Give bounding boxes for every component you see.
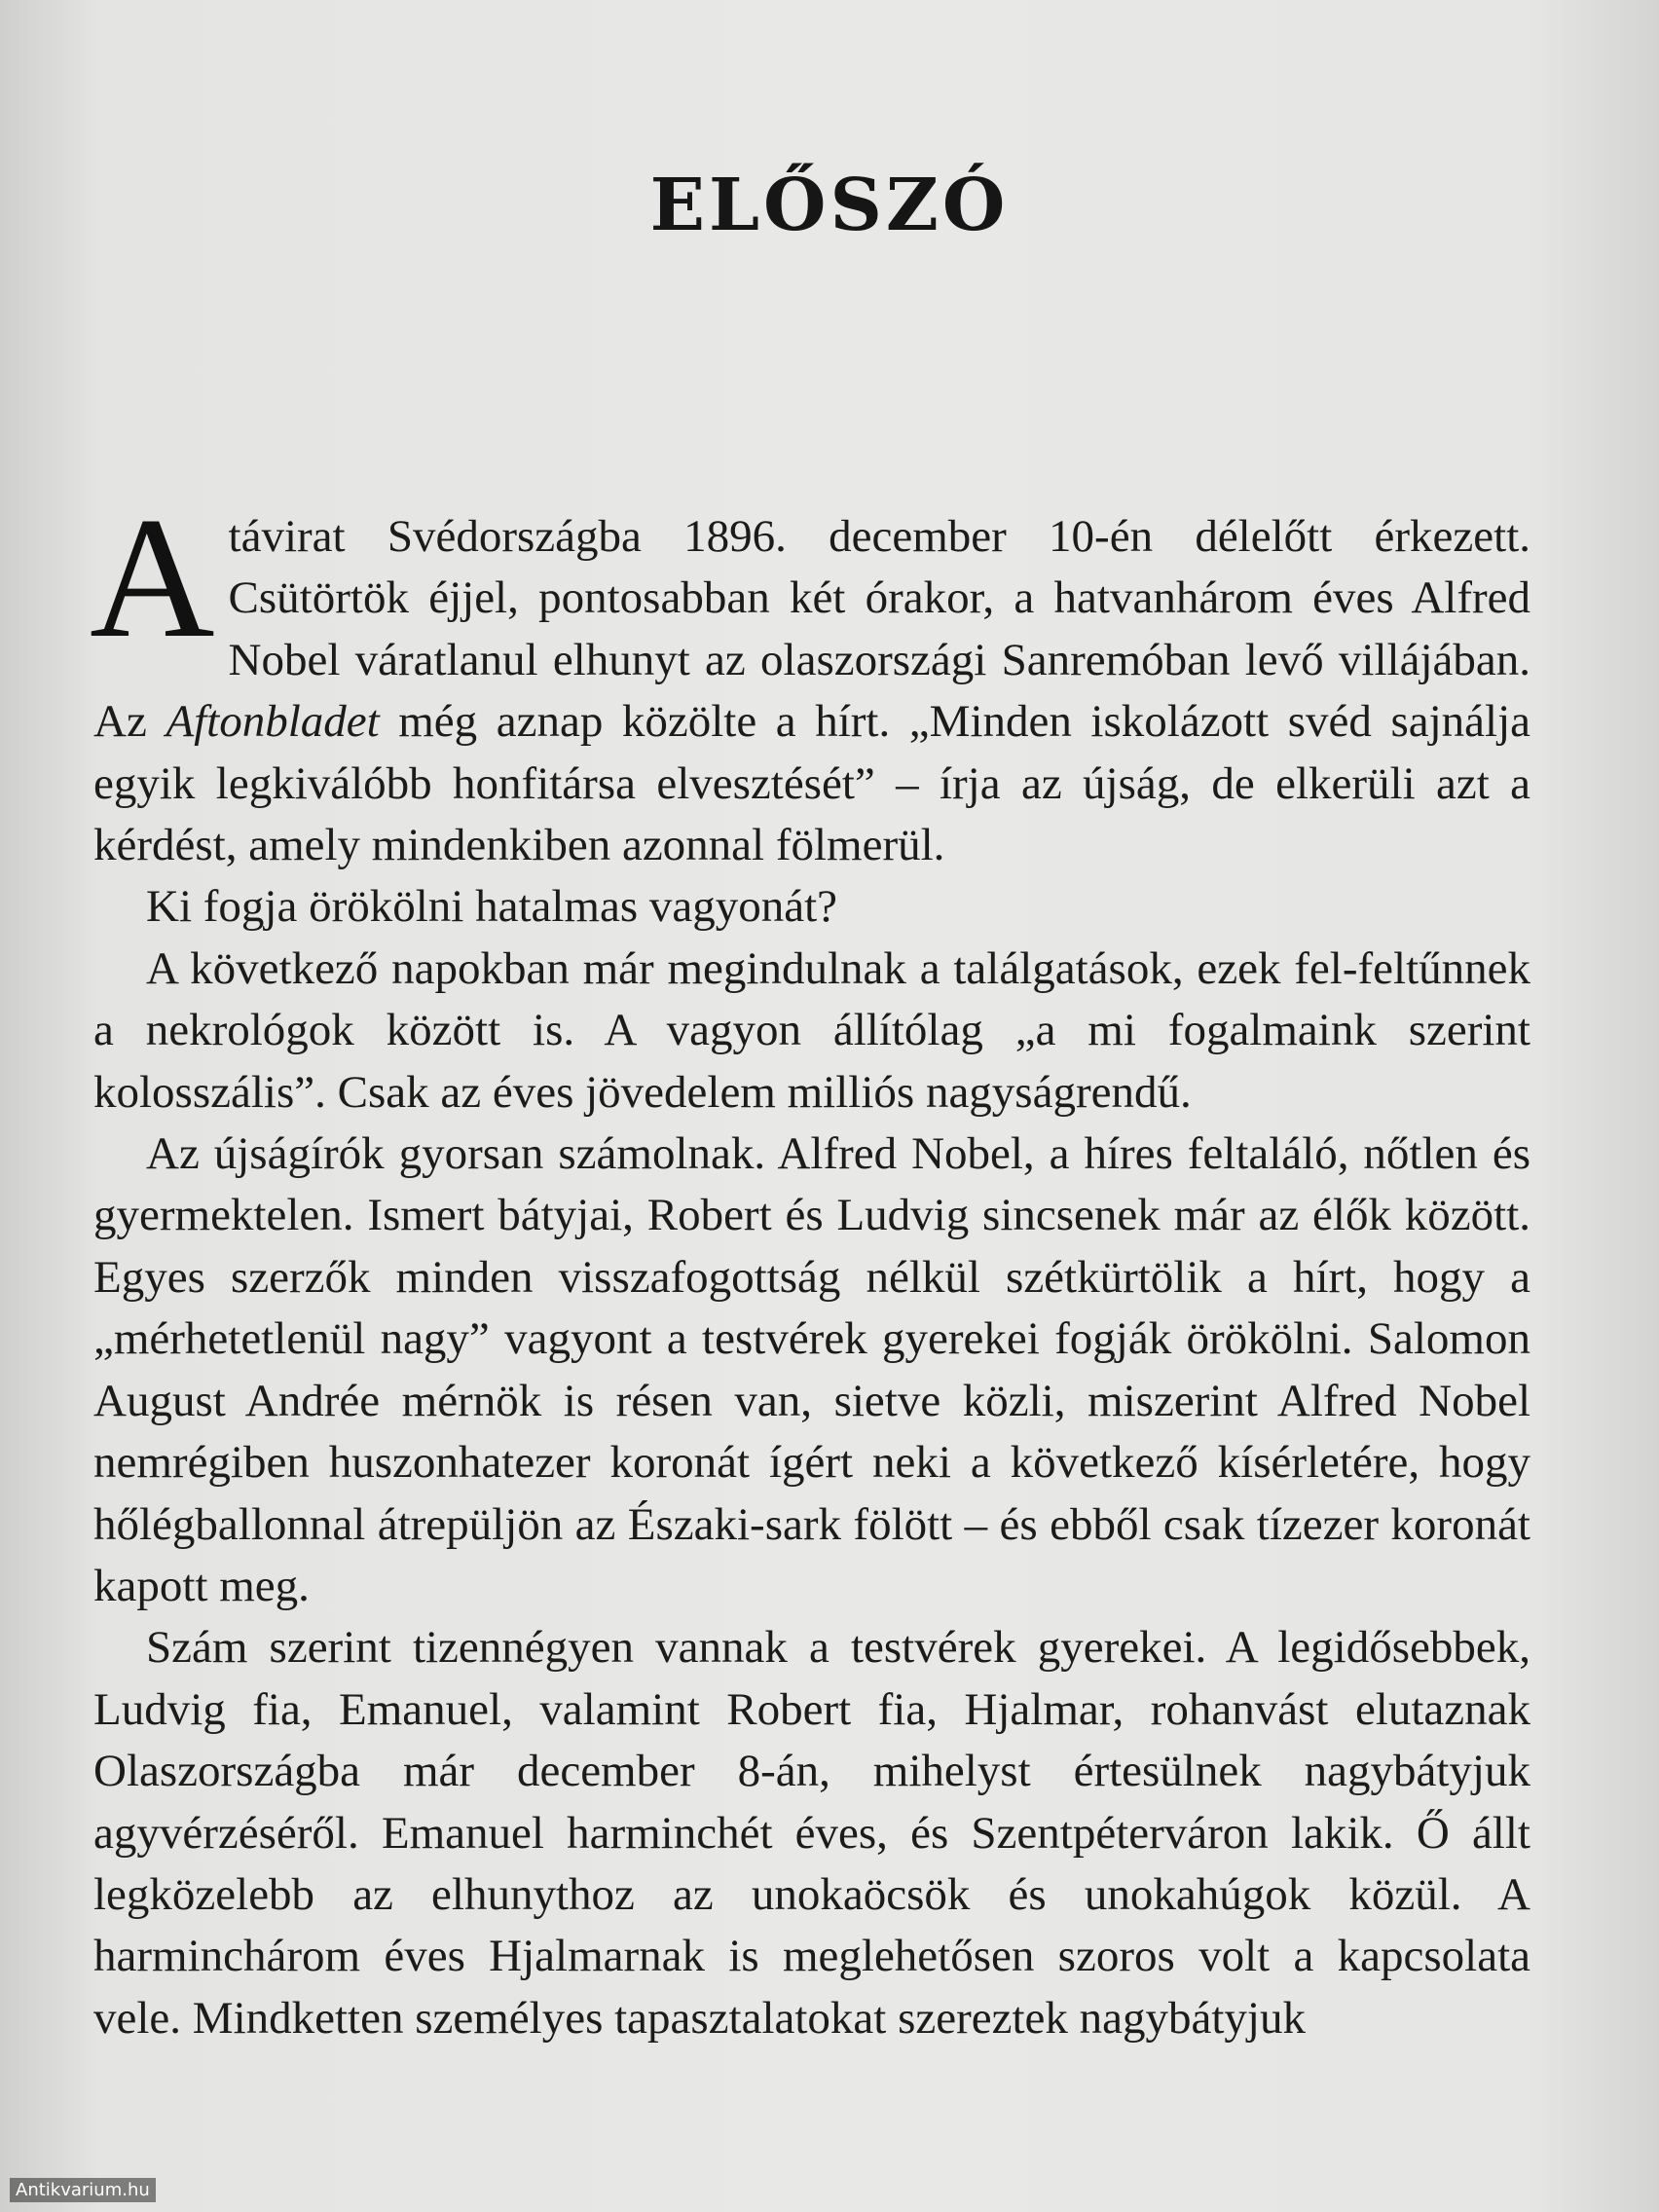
paragraph-1-text: távirat Svédországba 1896. december 10-én délelőtt érkezett. Csütörtök éjjel, pontosabban két órakor, a hatvanhárom éves Alfred Nobel váratlanul elhunyt az olaszországi Sanremóban levő villájában. Az — [93, 511, 1530, 748]
paragraph-4: Az újságírók gyorsan számolnak. Alfred Nobel, a híres feltaláló, nőtlen és gyermektelen. Ismert bátyjai, Robert és Ludvig sincsenek már az élők között. Egyes szerzők minden visszafogottság nélkül szétkürtölik a hírt, hogy a „mérhetetlenül nagy” vagyont a testvérek gyerekei fogják örökölni. Salomon August Andrée mérnök is résen van, sietve közli, miszerint Alfred Nobel nemrégiben huszonhatezer koronát ígért neki a következő kísérletére, hogy hőlégballonnal átrepüljön az Északi-sark fölött – és ebből csak tízezer koronát kapott meg. — [93, 1128, 1530, 1611]
drop-cap: A — [90, 481, 215, 674]
paragraph-1 — [90, 481, 1530, 876]
chapter-title: ELŐSZÓ — [649, 164, 1010, 247]
paragraph-3: A következő napokban már megindulnak a találgatások, ezek fel-feltűnnek a nekrológok között is. A vagyon állítólag „a mi fogalmaink szerint kolosszális”. Csak az éves jövedelem milliós nagyságrendű. — [93, 942, 1530, 1118]
body-text — [90, 481, 1530, 2049]
paragraph-2: Ki fogja örökölni hatalmas vagyonát? — [146, 881, 838, 933]
newspaper-name: Aftonbladet — [166, 696, 380, 748]
paragraph-5: Szám szerint tizennégyen vannak a testvérek gyerekei. A legidősebbek, Ludvig fia, Emanuel, valamint Robert fia, Hjalmar, rohanvást elutaznak Olaszországba már december 8-án, mihelyst értesülnek nagybátyjuk agyvérzéséről. Emanuel harminchét éves, és Szentpéterváron lakik. Ő állt legközelebb az elhunythoz az unokaöcsök és unokahúgok közül. A harminchárom éves Hjalmarnak is meglehetősen szoros volt a kapcsolata vele. Mindketten személyes tapasztalatokat szereztek nagybátyjuk — [93, 1622, 1530, 2044]
site-watermark: Antikvarium.hu — [10, 2178, 156, 2202]
paragraph-1-end: még aznap közölte a hírt. „Minden iskolázott svéd sajnálja egyik legkiválóbb honfitársa elvesztését” – írja az újság, de elkerüli azt a kérdést, amely mindenkiben azonnal fölmerül. — [93, 696, 1530, 871]
